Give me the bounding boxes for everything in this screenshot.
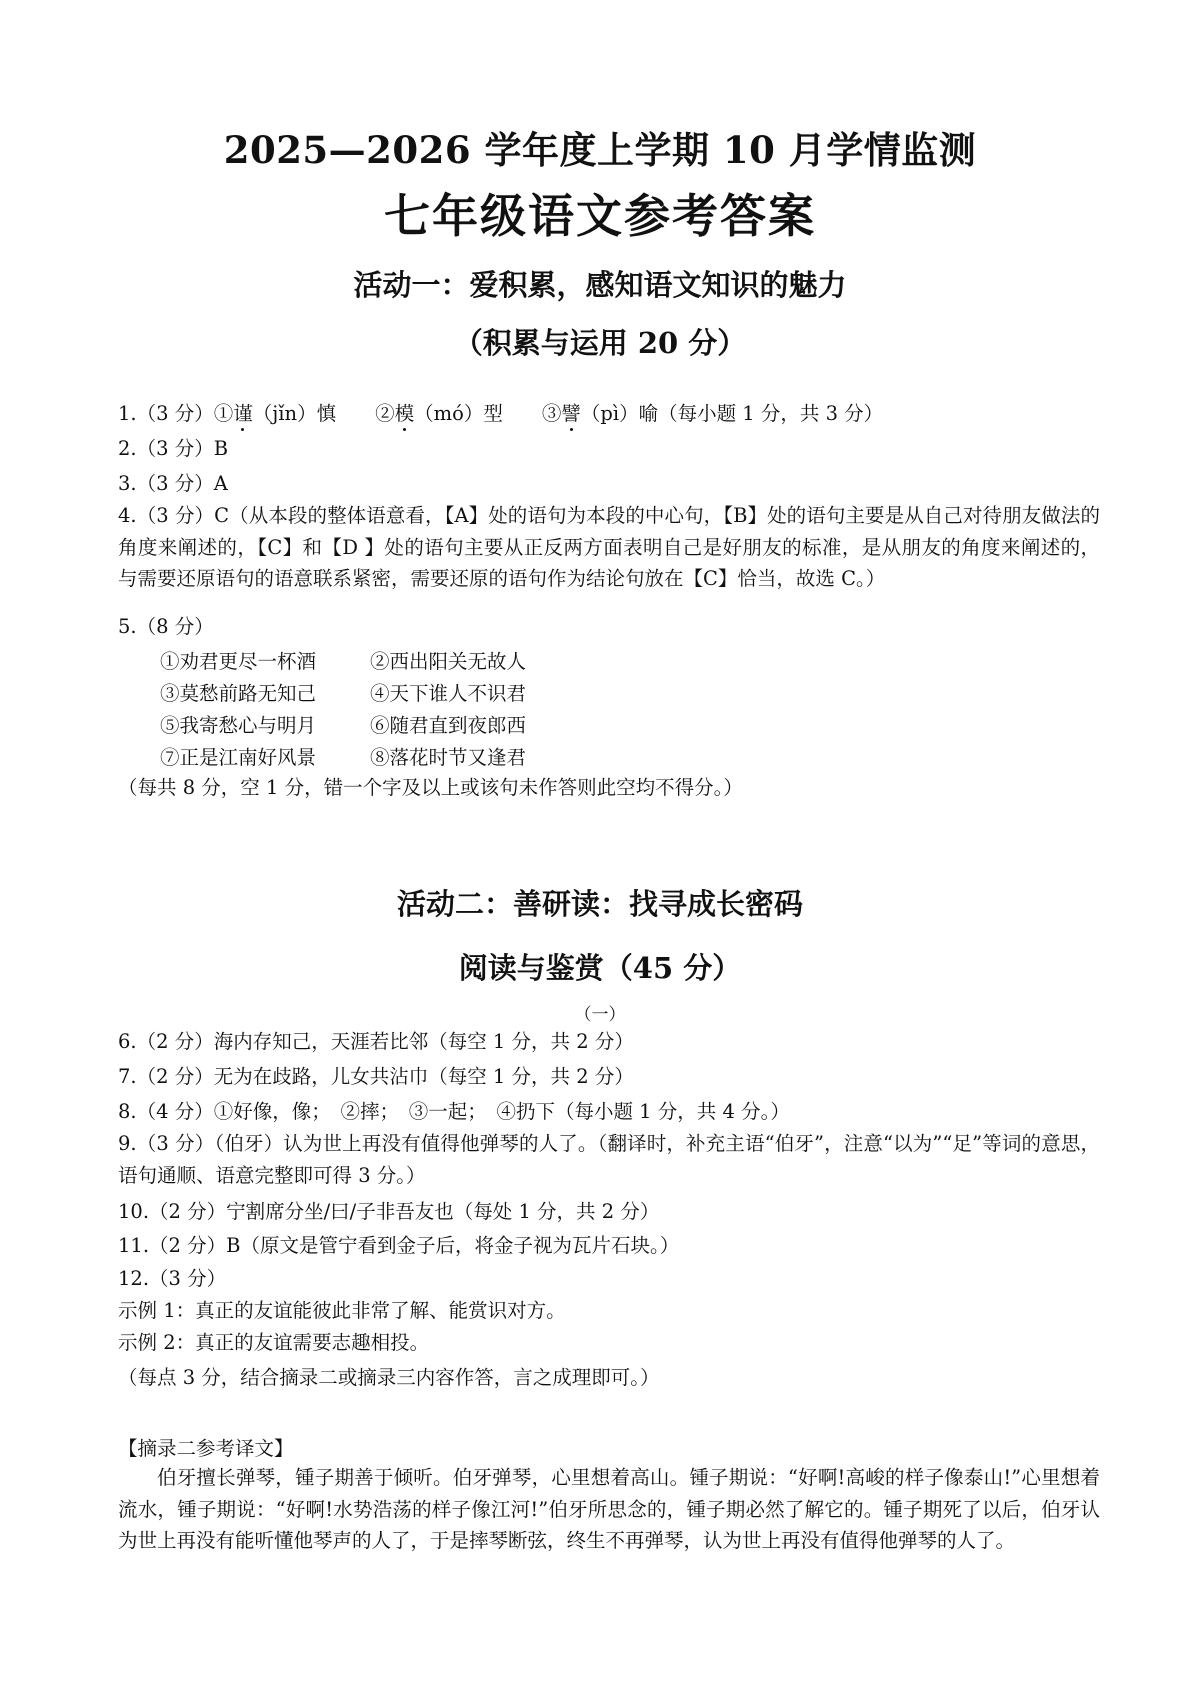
example-2: 示例 2：真正的友谊需要志趣相投。: [118, 1331, 430, 1354]
part-one-label: （一）: [574, 1005, 626, 1025]
q5-answer: ⑤我寄愁心与明月: [160, 714, 317, 737]
question-1: [118, 402, 883, 425]
section2-subtitle: 阅读与鉴赏（45 分）: [458, 951, 742, 985]
question-5-note: （每共 8 分，空 1 分，错一个字及以上或该句未作答则此空均不得分。）: [118, 776, 743, 799]
q1-char-2: 模: [394, 402, 415, 425]
q1-char-1: 谨: [233, 402, 253, 425]
q5-answer-row: [160, 646, 527, 674]
section2-title: 活动二：善研读：找寻成长密码: [396, 887, 803, 921]
question-5-label: 5.（8 分）: [118, 615, 214, 638]
question-7: 7.（2 分）无为在歧路，儿女共沾巾（每空 1 分，共 2 分）: [118, 1065, 634, 1088]
question-11: 11.（2 分）B（原文是管宁看到金子后，将金子视为瓦片石块。）: [118, 1234, 680, 1257]
question-6: 6.（2 分）海内存知己，天涯若比邻（每空 1 分，共 2 分）: [118, 1030, 634, 1053]
translation-title: 【摘录二参考译文】: [118, 1437, 294, 1460]
q1-rest-2: （mó）型 ③: [414, 402, 562, 425]
q1-char-3: 譬: [561, 402, 581, 425]
q5-answer: ③莫愁前路无知己: [160, 682, 317, 705]
q5-answer-row: [160, 678, 527, 706]
exam-title: 2025—2026 学年度上学期 10 月学情监测: [223, 128, 977, 172]
q5-answer: ①劝君更尽一杯酒: [160, 650, 317, 673]
translation-text: 伯牙擅长弹琴，锺子期善于倾听。伯牙弹琴，心里想着高山。锺子期说：“好啊!高峻的样子像泰山!”心里想着流水，锺子期说：“好啊!水势浩荡的样子像江河!”伯牙所思念的，锺子期必然了解它的。锺子期死了以后，伯牙认为世上再没有能听懂他琴声的人了，于是摔琴断弦，终生不再弹琴，认为世上再没有值得他弹琴的人了。: [118, 1466, 1100, 1553]
q5-answer-row: [160, 742, 527, 770]
question-12-note: （每点 3 分，结合摘录二或摘录三内容作答，言之成理即可。）: [118, 1366, 660, 1389]
q1-rest-1: （jǐn）慎 ②: [252, 402, 395, 425]
answer-key-title: 七年级语文参考答案: [384, 189, 816, 243]
question-8: 8.（4 分）①好像，像； ②摔； ③一起； ④扔下（每小题 1 分，共 4 分。）: [118, 1100, 790, 1123]
q5-answer: ⑦正是江南好风景: [160, 746, 317, 769]
q5-answer: ⑥随君直到夜郎西: [370, 714, 527, 737]
section1-subtitle: （积累与运用 20 分）: [453, 326, 747, 360]
q1-prefix: 1.（3 分）①: [118, 402, 234, 425]
q5-answer: ②西出阳关无故人: [370, 650, 527, 673]
question-12: 12.（3 分）: [118, 1267, 227, 1290]
question-10: 10.（2 分）宁割席分坐/曰/子非吾友也（每处 1 分，共 2 分）: [118, 1200, 660, 1223]
question-3: 3.（3 分）A: [118, 472, 228, 495]
example-1: 示例 1：真正的友谊能彼此非常了解、能赏识对方。: [118, 1299, 566, 1322]
q1-rest-3: （pì）喻（每小题 1 分，共 3 分）: [580, 402, 884, 425]
q5-answer: ④天下谁人不识君: [370, 682, 527, 705]
question-9: 9.（3 分）（伯牙）认为世上再没有值得他弹琴的人了。（翻译时，补充主语“伯牙”，注意“以为”“足”等词的意思，语句通顺、语意完整即可得 3 分。）: [118, 1132, 1100, 1187]
q5-answer: ⑧落花时节又逢君: [370, 746, 527, 769]
section1-title: 活动一：爱积累，感知语文知识的魅力: [353, 268, 847, 302]
q5-answer-row: [160, 710, 527, 738]
question-4: 4.（3 分）C（从本段的整体语意看，【A】处的语句为本段的中心句，【B】处的语句主要是从自己对待朋友做法的角度来阐述的，【C】和【D 】处的语句主要从正反两方面表明自己是好朋友的标准，是从朋友的角度来阐述的，与需要还原语句的语意联系紧密，需要还原的语句作为结论句放在【C】恰当，故选 C。）: [118, 504, 1100, 591]
question-2: 2.（3 分）B: [118, 437, 229, 460]
